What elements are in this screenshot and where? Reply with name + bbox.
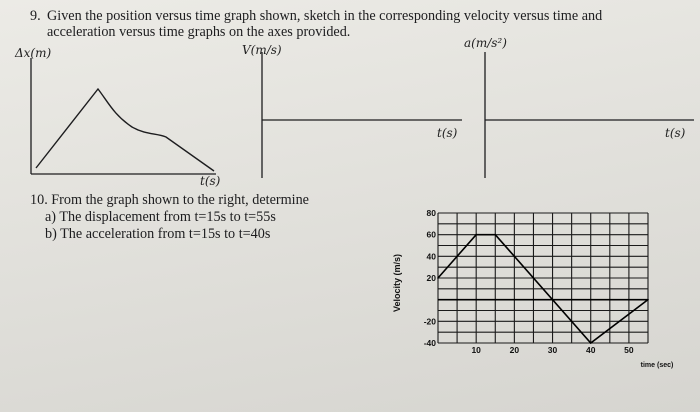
y-tick-label: 20 (426, 273, 436, 283)
velocity-data-point (494, 234, 496, 236)
x-tick-label: 20 (509, 345, 520, 355)
chart-x-axis-label: time (sec) (640, 362, 674, 369)
question-10-part-b: b) The acceleration from t=15s to t=40s (45, 226, 271, 242)
acceleration-axis-label: a(m/s²) (464, 36, 507, 50)
q9-axes-drawing (0, 0, 700, 200)
position-curve (36, 89, 214, 171)
y-tick-label: 60 (426, 229, 436, 240)
velocity-data-point (475, 234, 477, 236)
position-axis-label: Δx(m) (15, 46, 52, 60)
velocity-data-point (647, 299, 649, 301)
x-tick-label: 40 (585, 345, 596, 355)
question-10-line0: 10. From the graph shown to the right, determine (30, 192, 309, 208)
time-label-position: t(s) (200, 174, 221, 188)
y-tick-label: -40 (423, 338, 436, 348)
velocity-data-point (590, 342, 592, 344)
chart-tick-labels (424, 208, 634, 355)
velocity-axis-label: V(m/s) (242, 43, 282, 57)
velocity-data-point (437, 277, 439, 279)
question-9-line2: acceleration versus time graphs on the axes provided. (47, 24, 351, 40)
y-tick-label: 40 (426, 251, 436, 262)
velocity-time-chart (380, 195, 700, 385)
question-9-line1: 9. Given the position versus time graph shown, sketch in the corresponding velocity versus time and (30, 8, 603, 24)
question-10 (30, 192, 309, 243)
x-tick-label: 50 (624, 345, 634, 355)
chart-y-axis-label: Velocity (m/s) (392, 253, 402, 313)
time-label-acceleration: t(s) (665, 126, 686, 140)
y-tick-label: 80 (426, 208, 436, 218)
question-10-part-a: a) The displacement from t=15s to t=55s (45, 209, 276, 225)
x-tick-label: 10 (471, 345, 481, 355)
y-tick-label: -20 (423, 316, 436, 327)
x-tick-label: 30 (547, 345, 558, 355)
time-label-velocity: t(s) (437, 126, 458, 140)
